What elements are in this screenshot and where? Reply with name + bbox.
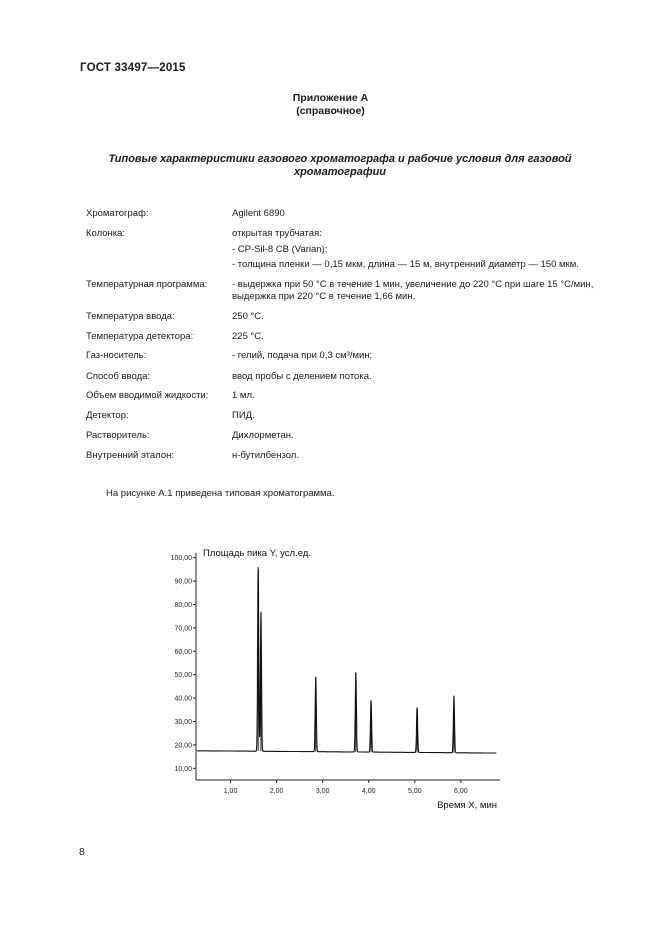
y-tick-label: 60,00 <box>174 648 192 656</box>
x-tick-label: 2,00 <box>269 788 284 795</box>
condition-label: Детектор: <box>86 410 129 421</box>
y-tick-label: 20,00 <box>174 742 192 750</box>
y-axis-title: Площадь пика Y, усл.ед. <box>203 548 311 559</box>
condition-value: 1 мл. <box>232 390 255 401</box>
x-tick-label: 4,00 <box>361 788 376 795</box>
condition-value: - гелий, подача при 0,3 см³/мин; <box>232 350 373 361</box>
x-axis-title: Время X, мин <box>437 800 497 811</box>
condition-value: 250 °С. <box>232 311 264 322</box>
condition-value: н-бутилбензол. <box>232 450 299 461</box>
y-tick-label: 90,00 <box>174 578 192 586</box>
y-tick-label: 10,00 <box>174 765 192 773</box>
y-tick-label: 80,00 <box>174 601 192 609</box>
y-tick-label: 70,00 <box>174 625 192 633</box>
condition-value: ПИД. <box>232 410 255 421</box>
y-tick-label: 40,00 <box>174 695 192 703</box>
page-number: 8 <box>79 846 85 858</box>
condition-value: - толщина пленки — 0,15 мкм, длина — 15 м, внутренний диаметр — 150 мкм. <box>232 259 579 270</box>
condition-value: Agilent 6890 <box>232 208 285 219</box>
condition-value: открытая трубчатая: <box>232 228 322 239</box>
condition-label: Хроматограф: <box>86 208 149 219</box>
x-tick-label: 1,00 <box>223 788 238 795</box>
condition-label: Газ-носитель: <box>86 350 147 361</box>
y-tick-label: 100,00 <box>170 555 192 563</box>
annex-subtitle: (справочное) <box>296 105 365 117</box>
x-tick-label: 5,00 <box>407 788 422 795</box>
x-tick-label: 6,00 <box>454 788 468 795</box>
condition-value: - CP-Sil-8 CB (Varian); <box>232 244 328 255</box>
condition-label: Температурная программа: <box>86 279 208 290</box>
condition-label: Объем вводимой жидкости: <box>86 390 209 401</box>
condition-value: 225 °С. <box>232 331 264 342</box>
condition-label: Способ ввода: <box>86 371 151 382</box>
condition-value: выдержка при 220 °С в течение 1,66 мин. <box>232 291 416 302</box>
condition-label: Колонка: <box>86 228 126 239</box>
document-code: ГОСТ 33497—2015 <box>80 62 186 74</box>
y-tick-label: 50,00 <box>174 672 192 680</box>
condition-label: Температура ввода: <box>86 311 175 322</box>
condition-value: - выдержка при 50 °С в течение 1 мин, увеличение до 220 °С при шаге 15 °С/мин, <box>232 279 594 290</box>
condition-label: Температура детектора: <box>86 331 194 342</box>
intro-text: На рисунке А.1 приведена типовая хроматограмма. <box>106 488 335 499</box>
x-tick-label: 3,00 <box>315 788 330 795</box>
section-title-line-1: Типовые характеристики газового хроматографа и рабочие условия для газовой <box>108 153 572 165</box>
condition-value: Дихлорметан. <box>232 430 294 441</box>
condition-label: Растворитель: <box>86 430 150 441</box>
y-tick-label: 30,00 <box>174 718 192 726</box>
chromatogram-signal-line <box>197 570 496 754</box>
condition-value: ввод пробы с делением потока. <box>232 371 372 382</box>
annex-title: Приложение А <box>292 92 369 104</box>
section-title-line-2: хроматографии <box>293 166 387 178</box>
condition-label: Внутренний эталон: <box>86 450 174 461</box>
